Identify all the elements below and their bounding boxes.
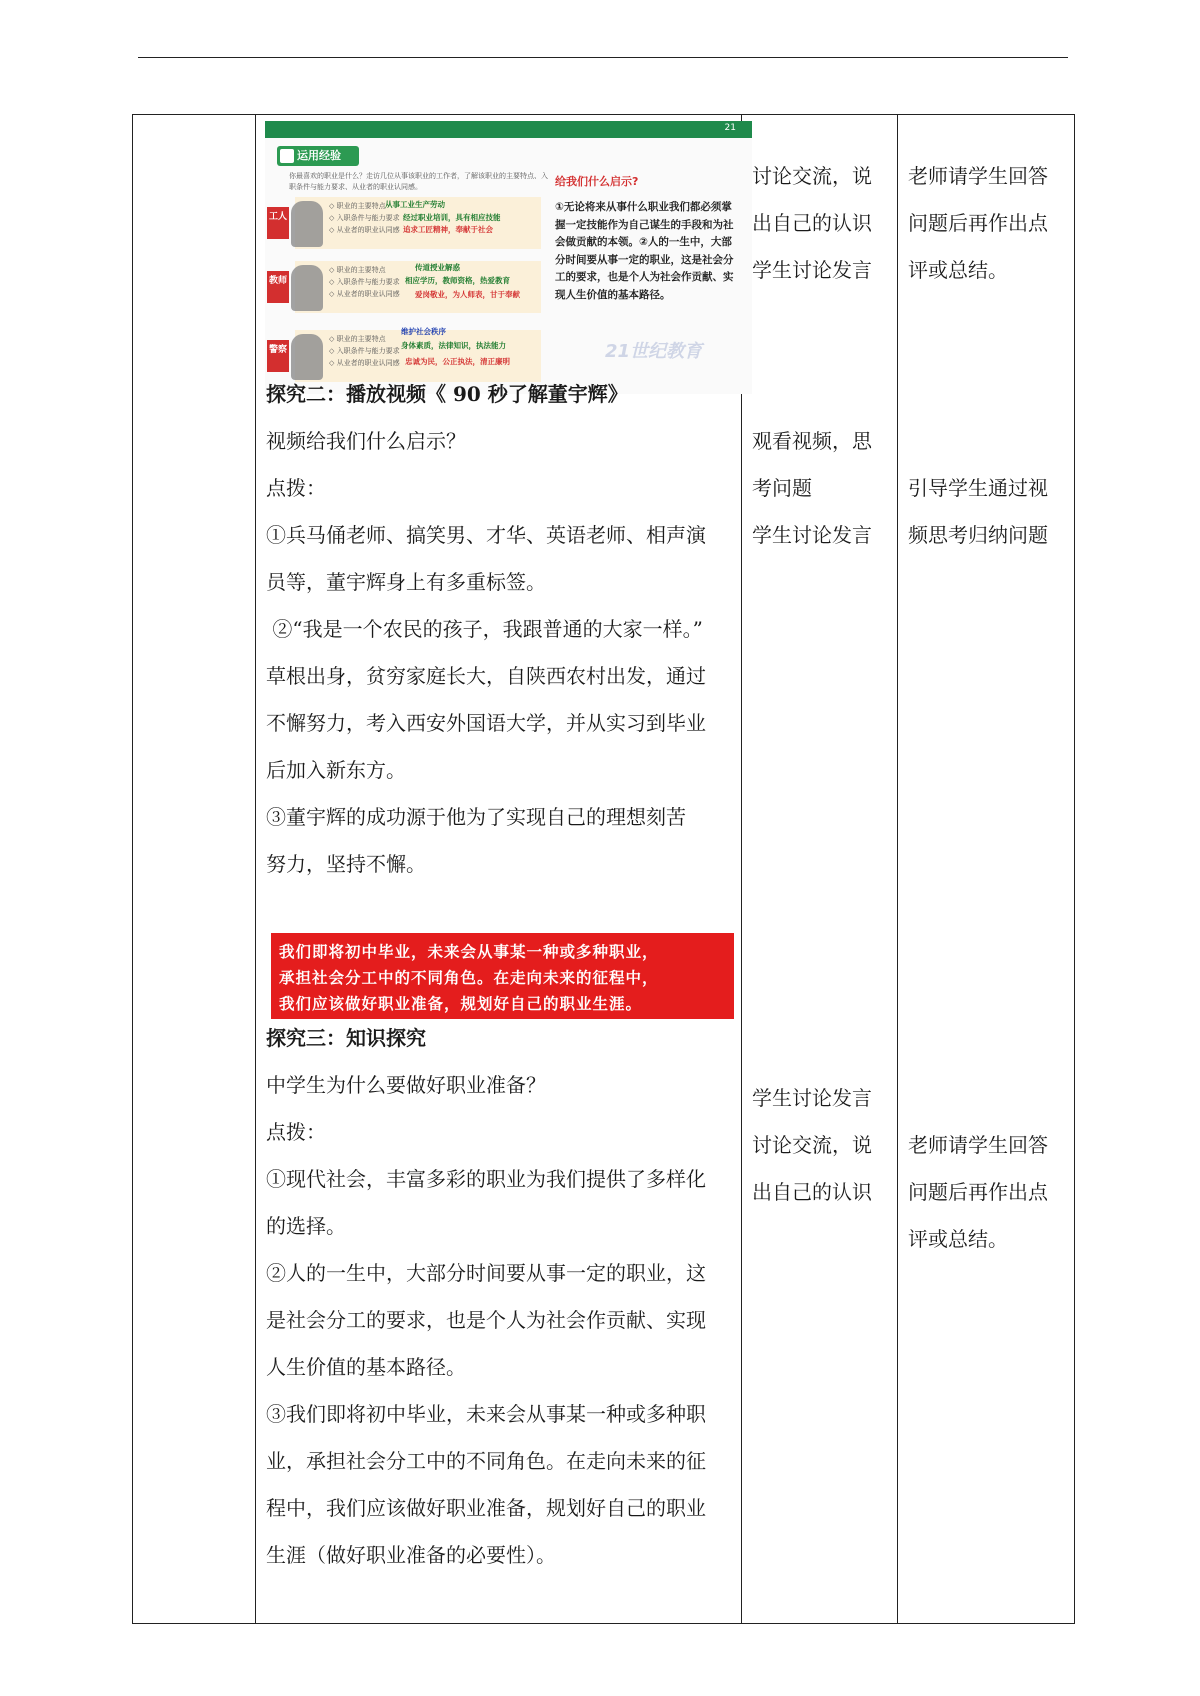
row-question: ◇ 职业的主要特点 (329, 202, 386, 210)
student-activity: 讨论交流，说 (752, 1133, 872, 1157)
row-answer: 忠诚为民，公正执法，清正廉明 (405, 357, 510, 366)
row-answer: 爱岗敬业，为人师表，甘于奉献 (415, 290, 520, 299)
header-rule (138, 57, 1068, 58)
student-activity: 学生讨论发言 (752, 258, 872, 282)
slide-image (265, 121, 752, 394)
teacher-activity: 评或总结。 (908, 258, 1008, 282)
paragraph-line: 的选择。 (266, 1214, 346, 1238)
teacher-activity: 问题后再作出点 (908, 1180, 1048, 1204)
row-answer: 身体素质，法律知识，执法能力 (401, 341, 506, 350)
slide-watermark: 21世纪教育 (605, 341, 703, 362)
hint-label: 点拨： (266, 1120, 326, 1144)
paragraph-line: 后加入新东方。 (266, 758, 406, 782)
student-activity: 考问题 (752, 476, 812, 500)
paragraph-line: ②人的一生中，大部分时间要从事一定的职业，这 (266, 1261, 706, 1285)
student-activity: 学生讨论发言 (752, 523, 872, 547)
summary-banner (271, 933, 734, 1019)
paragraph-line: 程中，我们应该做好职业准备，规划好自己的职业 (266, 1496, 706, 1520)
paragraph-line: ②“我是一个农民的孩子，我跟普通的大家一样。” (266, 617, 703, 641)
worker-figure-icon (291, 201, 323, 247)
paragraph-line: 是社会分工的要求，也是个人为社会作贡献、实现 (266, 1308, 706, 1332)
teacher-figure-icon (291, 265, 323, 311)
banner-line: 承担社会分工中的不同角色。在走向未来的征程中， (279, 969, 659, 987)
teacher-activity: 老师请学生回答 (908, 164, 1048, 188)
student-activity: 出自己的认识 (752, 211, 872, 235)
student-activity: 出自己的认识 (752, 1180, 872, 1204)
paragraph-line: 生涯（做好职业准备的必要性）。 (266, 1543, 556, 1567)
row-question: ◇ 入职条件与能力要求 (329, 347, 400, 355)
paragraph-line: 努力，坚持不懈。 (266, 852, 426, 876)
slide-tag-label: 运用经验 (297, 149, 341, 162)
row-label: 工人 (267, 207, 289, 239)
teacher-activity: 频思考归纳问题 (908, 523, 1048, 547)
teacher-activity: 老师请学生回答 (908, 1133, 1048, 1157)
runner-icon (280, 149, 294, 163)
slide-tag (277, 146, 359, 166)
section-heading: 探究三：知识探究 (266, 1026, 426, 1050)
paragraph-line: 草根出身，贫穷家庭长大，自陕西农村出发，通过 (266, 664, 706, 688)
paragraph-line: ③我们即将初中毕业，未来会从事某一种或多种职 (266, 1402, 706, 1426)
teacher-activity: 引导学生通过视 (908, 476, 1048, 500)
section-heading: 探究二：播放视频《 90 秒了解董宇辉》 (266, 382, 628, 406)
row-answer: 维护社会秩序 (401, 327, 446, 336)
paragraph-line: 人生价值的基本路径。 (266, 1355, 466, 1379)
student-activity: 学生讨论发言 (752, 1086, 872, 1110)
row-answer: 经过职业培训，具有相应技能 (403, 213, 501, 222)
banner-line: 我们应该做好职业准备，规划好自己的职业生涯。 (279, 995, 643, 1013)
slide-logo: 21 (724, 123, 736, 133)
row-question: ◇ 从业者的职业认同感 (329, 359, 400, 367)
student-activity: 讨论交流，说 (752, 164, 872, 188)
lesson-table (132, 114, 1075, 1624)
row-answer: 相应学历，教师资格，热爱教育 (405, 276, 510, 285)
student-activity: 观看视频，思 (752, 429, 872, 453)
paragraph-line: ①现代社会，丰富多彩的职业为我们提供了多样化 (266, 1167, 706, 1191)
question-text: 视频给我们什么启示？ (266, 429, 466, 453)
row-question: ◇ 入职条件与能力要求 (329, 214, 400, 222)
row-question: ◇ 入职条件与能力要求 (329, 278, 400, 286)
teacher-activity: 问题后再作出点 (908, 211, 1048, 235)
row-label: 警察 (267, 340, 289, 372)
slide-question-title: 给我们什么启示? (555, 175, 639, 188)
row-answer: 追求工匠精神，奉献于社会 (403, 225, 493, 234)
paragraph-line: 员等，董宇辉身上有多重标签。 (266, 570, 546, 594)
row-answer: 传道授业解惑 (415, 263, 460, 272)
paragraph-line: 业，承担社会分工中的不同角色。在走向未来的征 (266, 1449, 706, 1473)
slide-row-worker (265, 193, 545, 253)
row-answer: 从事工业生产劳动 (385, 200, 445, 209)
row-question: ◇ 职业的主要特点 (329, 335, 386, 343)
paragraph-line: ③董宇辉的成功源于他为了实现自己的理想刻苦 (266, 805, 686, 829)
column-divider-3 (897, 115, 898, 1623)
row-question: ◇ 职业的主要特点 (329, 266, 386, 274)
question-text: 中学生为什么要做好职业准备？ (266, 1073, 546, 1097)
hint-label: 点拨： (266, 476, 326, 500)
teacher-activity: 评或总结。 (908, 1227, 1008, 1251)
paragraph-line: 不懈努力，考入西安外国语大学，并从实习到毕业 (266, 711, 706, 735)
banner-line: 我们即将初中毕业，未来会从事某一种或多种职业， (279, 943, 659, 961)
row-label: 教师 (267, 271, 289, 303)
row-question: ◇ 从业者的职业认同感 (329, 290, 400, 298)
paragraph-line: ①兵马俑老师、搞笑男、才华、英语老师、相声演 (266, 523, 706, 547)
column-divider-1 (255, 115, 256, 1623)
slide-answer-text: ①无论将来从事什么职业我们都必须掌握一定技能作为自己谋生的手段和为社会做贡献的本领。②人的一生中，大部分时间要从事一定的职业，这是社会分工的要求，也是个人为社会作贡献、实现人生价值的基本路径。 (555, 201, 734, 301)
slide-header-bar (265, 121, 752, 138)
slide-row-teacher (265, 257, 545, 317)
slide-intro: 你最喜欢的职业是什么？走访几位从事该职业的工作者，了解该职业的主要特点、入职条件与能力要求、从业者的职业认同感。 (289, 172, 548, 191)
row-question: ◇ 从业者的职业认同感 (329, 226, 400, 234)
